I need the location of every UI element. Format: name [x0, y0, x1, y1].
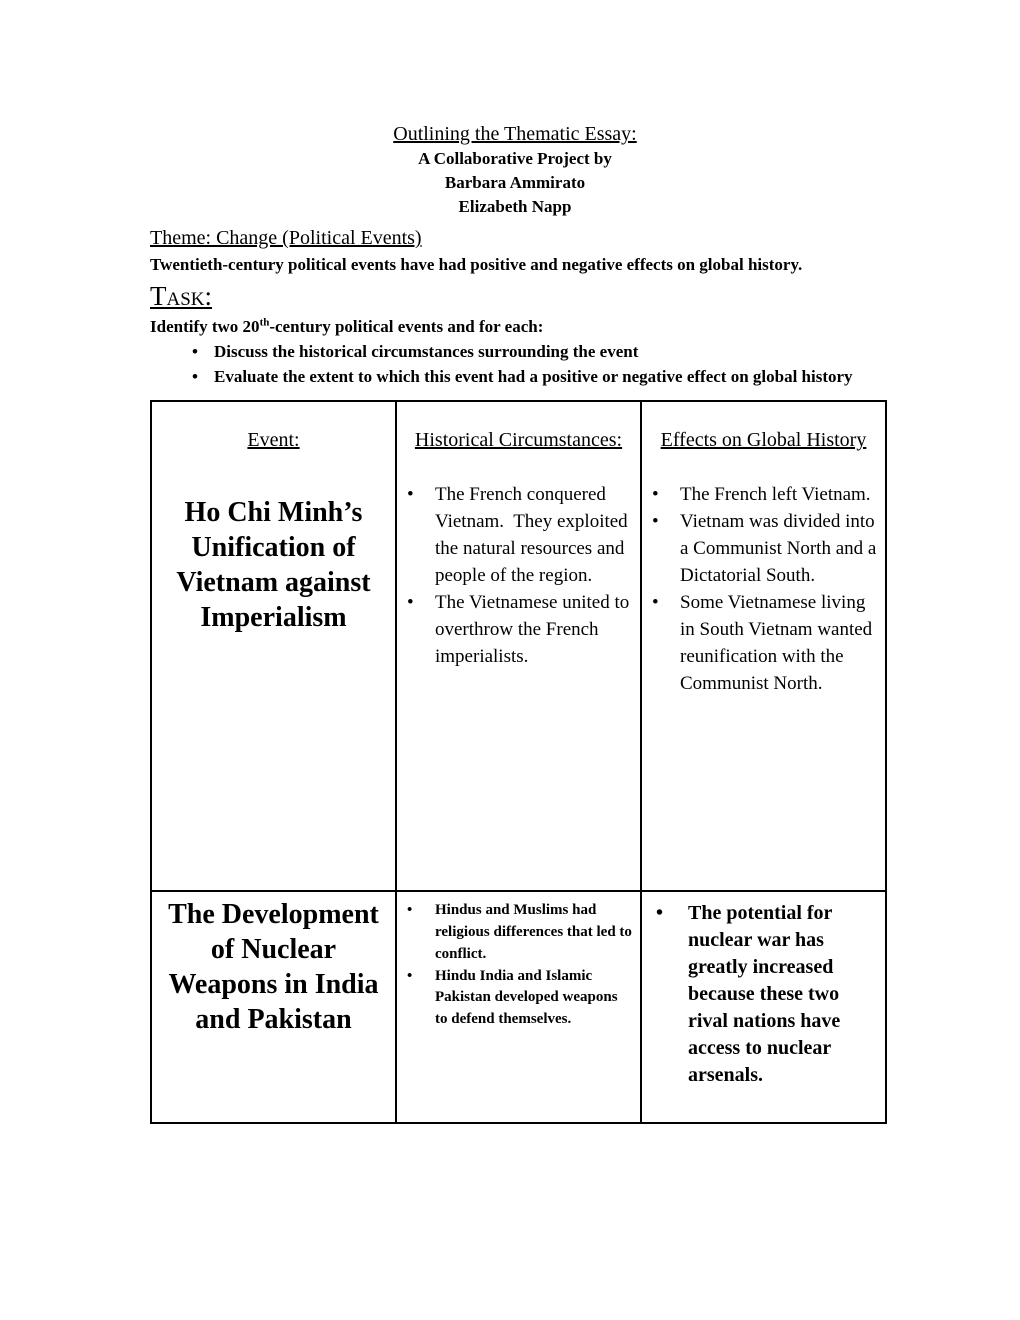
task-bullet-item: [150, 365, 880, 390]
table-row: [151, 891, 886, 1123]
task-bullet-item: [150, 340, 880, 365]
historical-bullet-text: The Vietnamese united to overthrow the French imperialists.: [435, 592, 635, 668]
list-item: [405, 482, 632, 590]
historical-bullet-text: Hindu India and Islamic Pakistan developed weapons to defend themselves.: [435, 967, 622, 1028]
task-heading-line: [150, 278, 880, 312]
bullet-icon: •: [652, 592, 659, 614]
effects-bullet-text: The French left Vietnam.: [680, 484, 871, 506]
task-bullet-text: Evaluate the extent to which this event had a positive or negative effect on global history: [214, 366, 853, 386]
event-cell-row2: [151, 891, 396, 1123]
column-header-event: Event:: [247, 429, 300, 452]
historical-bullet-text: The French conquered Vietnam. They exploited the natural resources and people of the region.: [435, 484, 633, 587]
table-row: [151, 401, 886, 891]
theme-statement: Twentieth-century political events have had positive and negative effects on global history.: [150, 255, 803, 275]
bullet-icon: •: [652, 511, 659, 533]
historical-cell-row2: [396, 891, 641, 1123]
effects-bullet-text: The potential for nuclear war has greatly increased because these two rival nations have access to nuclear arsenals.: [688, 902, 846, 1087]
bullet-icon: •: [656, 902, 664, 925]
task-instruction-superscript: th: [259, 315, 270, 328]
author-1: Barbara Ammirato: [444, 172, 586, 192]
list-item: [650, 482, 877, 509]
bullet-icon: •: [192, 366, 198, 386]
task-heading: Task:: [150, 280, 213, 311]
task-instruction-prefix: Identify two 20: [150, 316, 260, 336]
list-item: [405, 900, 636, 965]
event-title-row1: Ho Chi Minh’s Unification of Vietnam against Imperialism: [176, 497, 371, 633]
list-item: [650, 509, 882, 590]
effects-cell-row2: [641, 891, 886, 1123]
column-header-historical: Historical Circumstances:: [414, 429, 623, 452]
list-item: [405, 590, 635, 671]
bullet-icon: •: [407, 484, 414, 506]
task-bullet-list: [150, 340, 880, 389]
theme-heading: [150, 225, 880, 251]
theme-heading-text: Theme: Change (Political Events): [150, 227, 422, 250]
effects-bullet-text: Some Vietnamese living in South Vietnam wanted reunification with the Communist North.: [680, 592, 877, 695]
list-item: [650, 900, 877, 1089]
bullet-icon: •: [407, 592, 414, 614]
bullet-icon: •: [407, 967, 413, 984]
task-bullet-text: Discuss the historical circumstances surrounding the event: [214, 342, 639, 362]
historical-bullet-list-row2: [405, 900, 636, 1031]
effects-cell-row1: [641, 401, 886, 891]
essay-outline-table: [150, 400, 887, 1124]
historical-bullet-text: Hindus and Muslims had religious differences that led to conflict.: [435, 902, 636, 962]
effects-bullet-text: Vietnam was divided into a Communist North and a Dictatorial South.: [680, 511, 882, 587]
effects-bullet-list-row1: [650, 482, 882, 698]
author-2: Elizabeth Napp: [458, 196, 572, 216]
historical-cell-row1: [396, 401, 641, 891]
effects-bullet-list-row2: [650, 900, 877, 1089]
byline: A Collaborative Project by: [418, 149, 612, 168]
list-item: [405, 966, 632, 1031]
bullet-icon: •: [192, 342, 198, 362]
historical-bullet-list-row1: [405, 482, 635, 671]
task-instruction-suffix: -century political events and for each:: [269, 316, 544, 336]
column-header-effects: Effects on Global History: [660, 429, 867, 452]
event-title-row2: The Development of Nuclear Weapons in India and Pakistan: [168, 899, 379, 1035]
bullet-icon: •: [407, 902, 413, 919]
task-instruction: [150, 315, 880, 340]
document-title: Outlining the Thematic Essay:: [393, 123, 637, 145]
bullet-icon: •: [652, 484, 659, 506]
event-cell-row1: [151, 401, 396, 891]
list-item: [650, 590, 877, 698]
